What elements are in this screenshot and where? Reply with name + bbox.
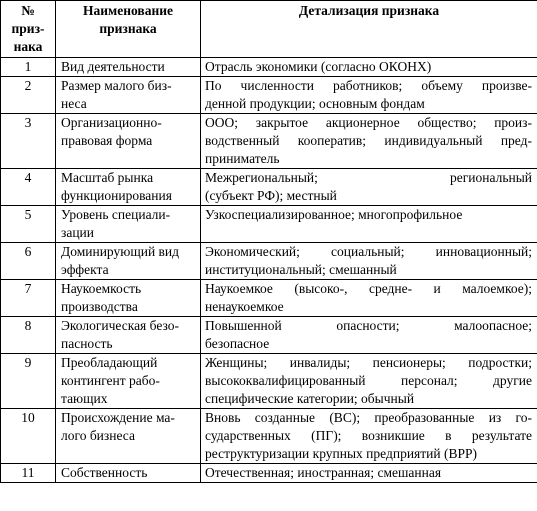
feature-name-line: Происхождение ма- bbox=[61, 410, 175, 425]
row-number: 5 bbox=[1, 206, 56, 243]
header-feature-detail bbox=[201, 1, 537, 58]
feature-name bbox=[56, 280, 201, 317]
feature-name-line: Организационно- bbox=[61, 115, 162, 130]
table-header-row bbox=[1, 1, 537, 58]
row-number: 8 bbox=[1, 317, 56, 354]
feature-detail bbox=[201, 317, 537, 354]
cell-line: приз- bbox=[11, 21, 45, 36]
table-row bbox=[1, 354, 537, 409]
feature-name-line: неса bbox=[61, 96, 87, 111]
feature-name bbox=[56, 464, 201, 483]
feature-name-line: лого бизнеса bbox=[61, 428, 135, 443]
cell-line: Наименование bbox=[83, 3, 173, 18]
feature-name-line: Доминирующий вид bbox=[61, 244, 180, 259]
table-row bbox=[1, 77, 537, 114]
feature-name bbox=[56, 58, 201, 77]
feature-name-line: тающих bbox=[61, 391, 108, 406]
feature-name bbox=[56, 77, 201, 114]
header-feature-name bbox=[56, 1, 201, 58]
feature-detail bbox=[201, 58, 537, 77]
feature-detail-line: Наукоемкое (высоко-, средне- и малоемкое); bbox=[205, 281, 532, 296]
row-number: 4 bbox=[1, 169, 56, 206]
row-number: 6 bbox=[1, 243, 56, 280]
feature-detail-line: ненаукоемкое bbox=[205, 299, 284, 314]
feature-detail bbox=[201, 77, 537, 114]
feature-name-line: зации bbox=[61, 225, 94, 240]
feature-detail-line: По численности работников; объему произве- bbox=[205, 78, 532, 93]
row-number: 2 bbox=[1, 77, 56, 114]
table-row bbox=[1, 114, 537, 169]
feature-detail-line: безопасное bbox=[205, 336, 270, 351]
feature-detail-line: (субъект РФ); местный bbox=[205, 188, 337, 203]
feature-name-line: Наукоемкость bbox=[61, 281, 142, 296]
feature-name-line: Масштаб рынка bbox=[61, 170, 154, 185]
table-row bbox=[1, 409, 537, 464]
cell-line: нака bbox=[13, 39, 43, 54]
row-number: 3 bbox=[1, 114, 56, 169]
cell-line: признака bbox=[99, 21, 157, 36]
feature-detail bbox=[201, 114, 537, 169]
feature-detail-line: ООО; закрытое акционерное общество; произ- bbox=[205, 115, 532, 130]
feature-detail-line: Узкоспециализированное; многопрофильное bbox=[205, 207, 463, 222]
feature-name bbox=[56, 409, 201, 464]
feature-name-line: Уровень специали- bbox=[61, 207, 171, 222]
feature-detail-line: Межрегиональный; региональный bbox=[205, 170, 532, 185]
feature-detail-line: приниматель bbox=[205, 151, 280, 166]
feature-name-line: Экологическая безо- bbox=[61, 318, 179, 333]
row-number: 11 bbox=[1, 464, 56, 483]
feature-detail-line: Вновь созданные (ВС); преобразованные из го- bbox=[205, 410, 532, 425]
table-row bbox=[1, 317, 537, 354]
table-row bbox=[1, 464, 537, 483]
feature-detail-line: Повышенной опасности; малоопасное; bbox=[205, 318, 532, 333]
feature-detail-line: денной продукции; основным фондам bbox=[205, 96, 425, 111]
feature-name-line: Вид деятельности bbox=[61, 59, 165, 74]
feature-name bbox=[56, 169, 201, 206]
feature-detail bbox=[201, 464, 537, 483]
feature-name bbox=[56, 243, 201, 280]
feature-name-line: правовая форма bbox=[61, 133, 153, 148]
feature-detail-line: Экономический; социальный; инновационный; bbox=[205, 244, 532, 259]
header-number bbox=[1, 1, 56, 58]
feature-detail-line: водственный кооператив; индивидуальный пред- bbox=[205, 133, 532, 148]
feature-detail-line: специфические категории; обычный bbox=[205, 391, 415, 406]
feature-detail-line: институциональный; смешанный bbox=[205, 262, 397, 277]
cell-line: № bbox=[21, 3, 35, 18]
row-number: 10 bbox=[1, 409, 56, 464]
feature-detail bbox=[201, 409, 537, 464]
feature-detail-line: Отечественная; иностранная; смешанная bbox=[205, 465, 442, 480]
feature-name-line: Преобладающий bbox=[61, 355, 158, 370]
feature-detail bbox=[201, 354, 537, 409]
feature-name-line: производства bbox=[61, 299, 138, 314]
feature-detail-line: Отрасль экономики (согласно ОКОНХ) bbox=[205, 59, 432, 74]
row-number: 1 bbox=[1, 58, 56, 77]
row-number: 9 bbox=[1, 354, 56, 409]
table-row bbox=[1, 280, 537, 317]
feature-detail-line: реструктуризации крупных предприятий (ВРР) bbox=[205, 446, 477, 461]
table-row bbox=[1, 243, 537, 280]
table-row bbox=[1, 206, 537, 243]
feature-detail bbox=[201, 280, 537, 317]
feature-name-line: эффекта bbox=[61, 262, 109, 277]
feature-name-line: Собственность bbox=[61, 465, 148, 480]
feature-name-line: Размер малого биз- bbox=[61, 78, 172, 93]
feature-detail bbox=[201, 206, 537, 243]
feature-name bbox=[56, 354, 201, 409]
cell-line: Детализация признака bbox=[298, 3, 440, 18]
feature-name bbox=[56, 206, 201, 243]
feature-detail-line: сударственных (ПГ); возникшие в результате bbox=[205, 428, 532, 443]
feature-detail-line: высококвалифицированный персонал; другие bbox=[205, 373, 532, 388]
table-row bbox=[1, 169, 537, 206]
feature-detail-line: Женщины; инвалиды; пенсионеры; подростки; bbox=[205, 355, 532, 370]
table-row bbox=[1, 58, 537, 77]
feature-detail bbox=[201, 169, 537, 206]
feature-detail bbox=[201, 243, 537, 280]
feature-name-line: контингент рабо- bbox=[61, 373, 160, 388]
feature-name bbox=[56, 317, 201, 354]
table-body bbox=[1, 58, 537, 483]
feature-name bbox=[56, 114, 201, 169]
feature-name-line: пасность bbox=[61, 336, 113, 351]
row-number: 7 bbox=[1, 280, 56, 317]
feature-name-line: функционирования bbox=[61, 188, 172, 203]
